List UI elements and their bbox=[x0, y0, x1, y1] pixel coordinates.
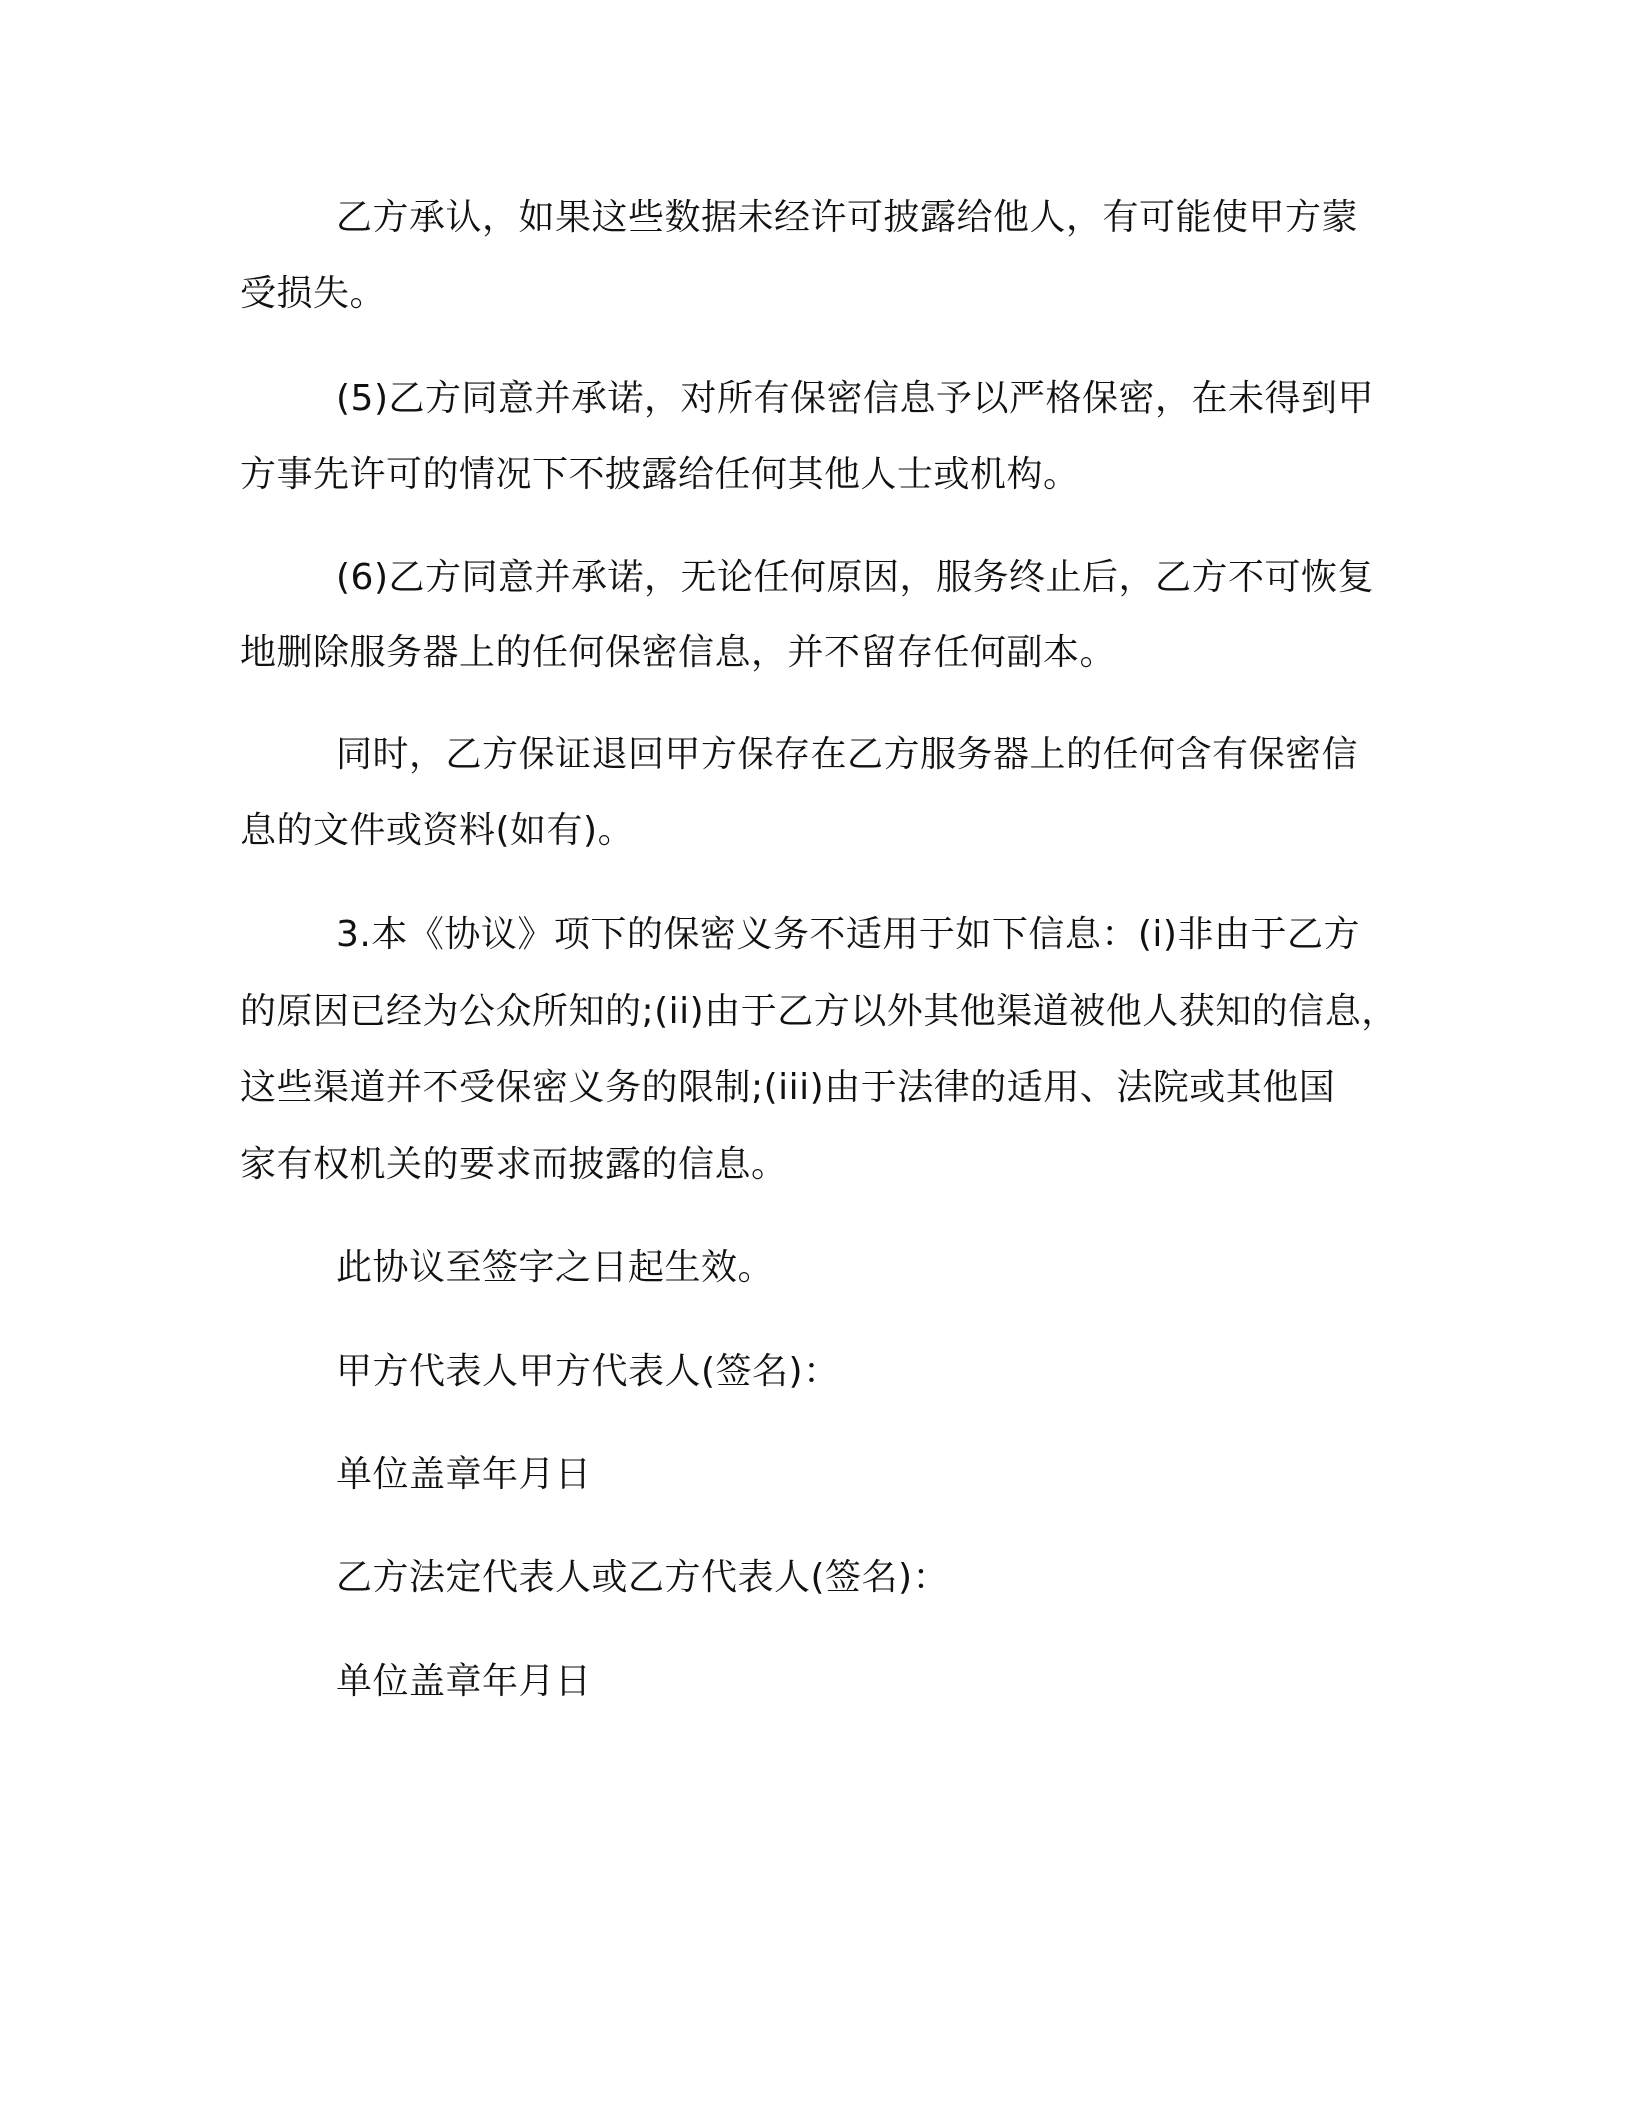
effective-date-statement: 此协议至签字之日起生效。 bbox=[336, 1247, 775, 1288]
party-b-seal-date-line: 单位盖章年月日 bbox=[336, 1661, 592, 1702]
paragraph-3-line-1: (6)乙方同意并承诺，无论任何原因，服务终止后，乙方不可恢复 bbox=[336, 557, 1374, 598]
paragraph-4-line-2: 息的文件或资料(如有)。 bbox=[240, 810, 635, 851]
paragraph-1-line-1: 乙方承认，如果这些数据未经许可披露给他人，有可能使甲方蒙 bbox=[336, 197, 1359, 238]
paragraph-4-line-1: 同时，乙方保证退回甲方保存在乙方服务器上的任何含有保密信 bbox=[336, 734, 1359, 775]
paragraph-5-line-4: 家有权机关的要求而披露的信息。 bbox=[240, 1144, 788, 1185]
paragraph-5-line-3: 这些渠道并不受保密义务的限制;(iii)由于法律的适用、法院或其他国 bbox=[240, 1067, 1336, 1108]
party-a-seal-date-line: 单位盖章年月日 bbox=[336, 1454, 592, 1495]
paragraph-5-line-2: 的原因已经为公众所知的;(ii)由于乙方以外其他渠道被他人获知的信息， bbox=[240, 991, 1398, 1032]
party-a-signature-line: 甲方代表人甲方代表人(签名)： bbox=[336, 1351, 840, 1392]
paragraph-5-line-1: 3.本《协议》项下的保密义务不适用于如下信息：(i)非由于乙方 bbox=[336, 914, 1360, 955]
paragraph-2-line-1: (5)乙方同意并承诺，对所有保密信息予以严格保密，在未得到甲 bbox=[336, 378, 1374, 419]
paragraph-3-line-2: 地删除服务器上的任何保密信息，并不留存任何副本。 bbox=[240, 632, 1117, 673]
paragraph-1-line-2: 受损失。 bbox=[240, 273, 387, 314]
party-b-signature-line: 乙方法定代表人或乙方代表人(签名)： bbox=[336, 1557, 950, 1598]
paragraph-2-line-2: 方事先许可的情况下不披露给任何其他人士或机构。 bbox=[240, 454, 1080, 495]
